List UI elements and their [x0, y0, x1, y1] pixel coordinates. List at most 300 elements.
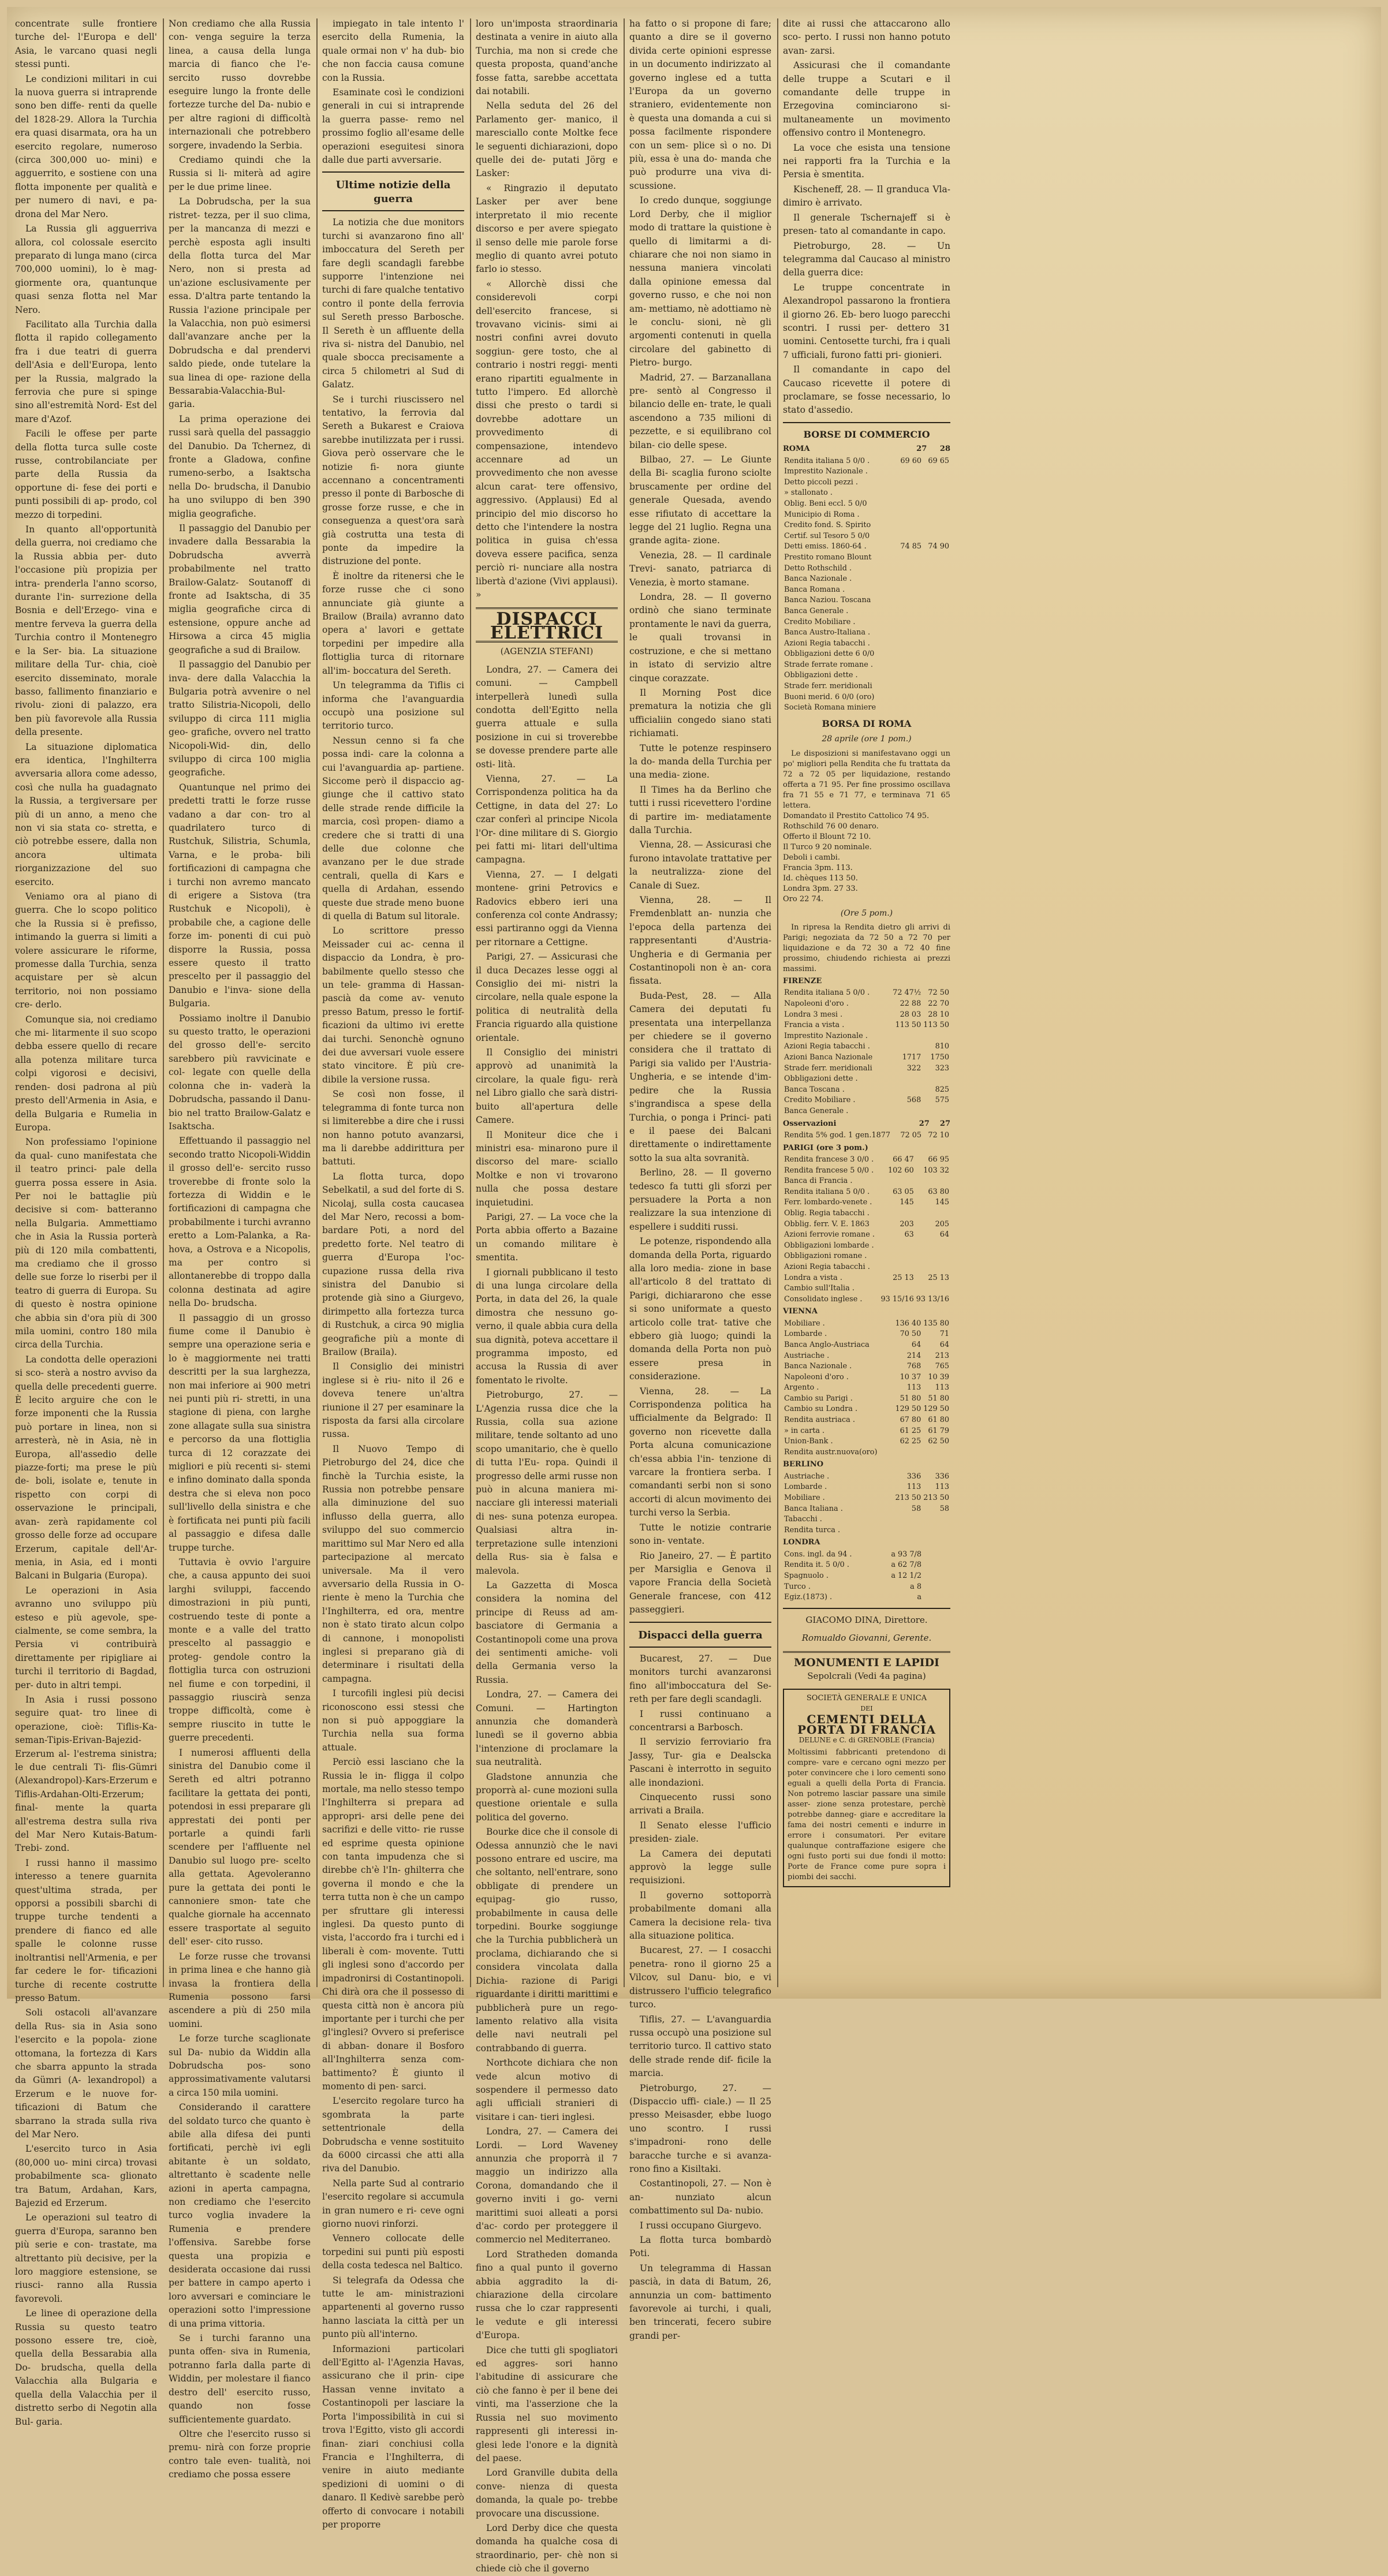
finance-label: Oblig. Regia tabacchi .: [784, 1208, 870, 1218]
article-paragraph: Non crediamo che alla Russia con- venga seguire la terza linea, a causa della lunga marcia di fianco che l'e- sercito russo dovrebbe eseguire lungo la fronte delle fortezze turche del Da- nubio e per altre ragioni di difficoltà internazionali che potrebbero sorgere, invadendo la Serbia.: [169, 18, 311, 151]
finance-value: [915, 1208, 950, 1219]
finance-row: [783, 606, 950, 617]
article-paragraph: Le operazioni sul teatro di guerra d'Europa, saranno ben più serie e con- trastate, ma altrettanto più decisive, per la loro maggiore estensione, se riusci- ranno alla Russia favorevoli.: [15, 2212, 157, 2304]
finance-value: 102 60: [887, 1166, 914, 1175]
column-rule: [624, 18, 625, 1987]
finance-label: Banca Generale .: [784, 1107, 849, 1115]
finance-value: 63 80: [928, 1187, 949, 1196]
finance-value: [922, 1447, 950, 1458]
war-dispatch-text: [629, 1652, 771, 2343]
article-paragraph: Io credo dunque, soggiunge Lord Derby, che il miglior modo di trattare la quistione è quello di limitarmi a di- chiarare che noi non siamo in nessuna maniera vincolati dalla opinione emessa dal governo russo, e che noi non am- mettiamo, nè adottiamo nè le conclu- sioni, nè gli argomenti contenuti in quella circolare del gabinetto di Pietro- burgo.: [629, 195, 771, 368]
war-news-text: [322, 216, 464, 2532]
article-paragraph: Veniamo ora al piano di guerra. Che lo scopo politico che la Russia si è prefisso, intimando la guerra si limiti a volere assicurare le riforme, promesse dalla Turchia, senza acquistare per sè alcun territorio, noi non possiamo cre- derlo.: [15, 891, 157, 1010]
finance-label: Banca Toscana .: [784, 1085, 845, 1094]
finance-label: Rendita austr.nuova(oro): [784, 1447, 878, 1457]
finance-value: [923, 692, 950, 703]
article-paragraph: Il Consiglio dei ministri inglese si è riu- nito il 26 e doveva tenere un'altra riunione il 27 per esaminare la risposta da farsi alla circolare russa.: [322, 1361, 464, 1440]
finance-label: Obbligazioni dette .: [784, 671, 858, 680]
finance-row: [783, 1550, 950, 1560]
article-paragraph: Londra, 27. — Camera dei Comuni. — Hartington annunzia che domanderà lunedì se il governo abbia l'intenzione di proclamare la sua neutralità.: [476, 1689, 618, 1768]
finance-label: Azioni Regia tabacchi .: [784, 1042, 870, 1051]
article-paragraph: Londra, 28. — Il governo ordinò che siano terminate prontamente le navi da guerra, le quali trovansi in costruzione, e che si mettano in istato di servizio altre cinque corazzate.: [629, 592, 771, 684]
finance-row: [783, 692, 950, 703]
dispatch-heading: DISPACCI ELETTRICI: [476, 607, 618, 643]
finance-value: [923, 1550, 950, 1560]
article-paragraph: Se i turchi riuscissero nel tentativo, la ferrovia dal Sereth a Bukarest e Craiova sarebbe inutilizzata per i russi. Giova però osservare che le notizie fi- nora giunte accennano a concentramenti presso il ponte di Barbosche di grosse forze russe, e che in conseguenza a quest'ora sarà già costrutta una testa di ponte da impedire la distruzione del ponte.: [322, 394, 464, 567]
finance-value: [923, 466, 950, 477]
finance-value: [923, 531, 950, 542]
article-paragraph: Nessun cenno si fa che possa indi- care la colonna a cui l'avanguardia ap- partiene. Siccome però il dispaccio ag- giunge che il cattivo stato delle strade rende difficile la marcia, così propen- diamo a credere che si tratti di una delle due colonne che avanzano per le due strade centrali, quella di Kars e quella di Ardahan, essendo queste due strade meno buone di quella di Batum sul litorale.: [322, 735, 464, 921]
finance-label: Consolidato inglese .: [784, 1294, 863, 1304]
finance-label: Rendita 5% god. 1 gen.1877: [784, 1131, 891, 1140]
finance-row: [783, 1095, 950, 1106]
article-paragraph: Crediamo quindi che la Russia si li- miterà ad agire per le due prime linee.: [169, 155, 311, 192]
article-paragraph: impiegato in tale intento l' esercito della Rumenia, la quale ormai non v' ha dub- bio che non faccia causa comune con la Russia.: [322, 18, 464, 83]
finance-row: [783, 1294, 950, 1305]
article-paragraph: I numerosi affluenti della sinistra del Danubio come il Sereth ed altri potranno facilitare la gettata dei ponti, potendosi in essi preparare gli apprestati dei ponti per portarle a quindi farli scendere per l'affluente nel Danubio sul luogo pre- scelto alla gettata. Agevoleranno pure la gettata dei ponti le cannoniere smon- tate che qualche giornale ha accennato essere trasportate al seguito dell' eser- cito russo.: [169, 1747, 311, 1947]
article-paragraph: Nella parte Sud al contrario l'esercito regolare si accumula in gran numero e ri- ceve ogni giorno nuovi rinforzi.: [322, 2178, 464, 2229]
finance-value: 336: [935, 1472, 949, 1481]
article-paragraph: Il passaggio del Danubio per invadere dalla Bessarabia la Dobrudscha avverrà probabilmente nel tratto Brailow-Galatz- Soutanoff di fronte ad Isaktscha, di 35 miglia geografiche circa di estensione, oppure anche ad Hirsowa a circa 45 miglia geografiche a sud di Brailow.: [169, 523, 311, 655]
finance-table-firenze: [783, 988, 950, 1117]
article-paragraph: Bucarest, 27. — I cosacchi penetra- rono il giorno 25 a Vilcov, sul Danu- bio, e vi distrussero l'ufficio telegrafico turco.: [629, 1945, 771, 2010]
dispatch-agency: (AGENZIA STEFANI): [500, 646, 594, 657]
finance-label: Strade ferr. meridionali: [784, 682, 872, 691]
finance-row: [783, 617, 950, 628]
finance-value: 28 03: [900, 1010, 921, 1019]
finance-value: 568: [906, 1096, 921, 1105]
finance-label: Banca Nazionale .: [784, 574, 852, 584]
article-paragraph: Madrid, 27. — Barzanallana pre- sentò al Congresso il bilancio delle en- trate, le quali ascendono a 735 milioni di pezzette, e si equilibrano col bilan- cio delle spese.: [629, 372, 771, 450]
finance-row: [783, 1504, 950, 1515]
finance-value: 72 10: [928, 1131, 949, 1140]
finance-row: [783, 1197, 950, 1208]
finance-table-parigi: [783, 1155, 950, 1305]
finance-label: Napoleoni d'oro .: [784, 1372, 849, 1382]
finance-row: [783, 531, 950, 542]
article-paragraph: Le operazioni in Asia avranno uno sviluppo più esteso e più agevole, spe- cialmente, se come sembra, la Persia vi contribuirà direttamente per ripigliare ai turchi il territorio di Bagdad, per- duto in altri tempi.: [15, 1585, 157, 1690]
finance-row: [783, 1472, 950, 1483]
finance-label: Azioni ferrovie romane .: [784, 1230, 875, 1240]
finance-row: [783, 1426, 950, 1437]
finance-label: Credito Mobiliare .: [784, 1096, 856, 1105]
gerente-signoff: Romualdo Giovanni, Gerente.: [801, 1633, 932, 1644]
finance-firenze-header: FIRENZE: [783, 977, 822, 986]
finance-value: 62 50: [928, 1437, 949, 1446]
finance-row: [783, 552, 950, 563]
finance-value: [923, 574, 950, 585]
finance-label: Austriache .: [784, 1351, 830, 1360]
finance-value: [923, 488, 950, 499]
finance-value: [895, 617, 923, 628]
article-paragraph: La condotta delle operazioni si sco- sterà a nostro avviso da quella delle precedenti guerre. È lecito arguire che con le forze imponenti che la Russia può portare in linea, non si arresterà, nè in Asia, nè in Europa, all'assedio delle piazze-forti; ma prese le più de- boli, isolate e, tenute in rispetto con corpi di osservazione le principali, avan- zerà rapidamente col grosso delle forze ad occupare Erzerum, capitale dell'Ar- menia, in Asia, ed i monti Balcani in Bulgaria (Europa).: [15, 1354, 157, 1581]
finance-value: 1750: [930, 1053, 949, 1062]
finance-value: [895, 552, 923, 563]
finance-value: a 93 7/8: [891, 1550, 921, 1559]
finance-value: 113: [906, 1483, 921, 1492]
finance-row: [783, 1482, 950, 1493]
article-paragraph: Se così non fosse, il telegramma di fonte turca non si limiterebbe a dire che i russi non hanno potuto avanzarsi, ma li darebbe addirittura per battuti.: [322, 1089, 464, 1167]
article-paragraph: Assicurasi che il comandante delle truppe a Scutari e il comandante delle truppe in Erzegovina cominciarono si- multaneamente un movimento offensivo contro il Montenegro.: [783, 60, 950, 139]
article-paragraph: Il Consiglio dei ministri approvò ad unanimità la circolare, la quale figu- rerà nel Libro giallo che sarà distri- buito all'apertura delle Camere.: [476, 1047, 618, 1126]
column-6-text: [783, 17, 950, 417]
finance-value: 575: [935, 1096, 949, 1105]
section-divider: [322, 210, 464, 211]
finance-label: Obbligazioni dette 6 0/0: [784, 649, 875, 659]
finance-value: [923, 670, 950, 681]
finance-value: 67 80: [900, 1416, 921, 1425]
column-rule: [777, 18, 778, 1987]
article-paragraph: Buda-Pest, 28. — Alla Camera dei deputati fu presentata una interpellanza per chiedere se il governo considera che il trattato di Parigi sia valido per l'Austria-Ungheria, e se intende d'im- pedire che la Russia s'ingrandisca a spese della Turchia, o ponga i Princi- pati e il paese dei Balcani direttamente o indirettamente sotto la sua alta sovranità.: [629, 990, 771, 1163]
finance-row: [783, 1010, 950, 1021]
finance-row: [783, 1020, 950, 1031]
finance-value: 10 37: [900, 1372, 921, 1382]
finance-label: Tabacchi .: [784, 1515, 822, 1524]
finance-value: 28 10: [928, 1010, 949, 1019]
finance-value: [922, 1031, 950, 1042]
finance-value: 145: [935, 1198, 949, 1207]
finance-value: 214: [906, 1351, 921, 1360]
borsa-line: Il Turco 9 20 nominale.: [783, 842, 872, 852]
finance-value: 129 50: [923, 1405, 949, 1414]
newspaper-page: [7, 7, 1381, 2574]
finance-roma-header: [783, 442, 950, 456]
finance-value: 25 13: [893, 1273, 914, 1282]
article-paragraph: loro un'imposta straordinaria destinata a venire in aiuto alla Turchia, ma non si crede che questa proposta, quand'anche fosse fatta, sarebbe accettata dai notabili.: [476, 18, 618, 97]
article-paragraph: Esaminate così le condizioni generali in cui si intraprende la guerra passe- remo nel prossimo foglio all'esame delle operazioni eseguitesi sinora dalle due parti avversarie.: [322, 87, 464, 166]
article-paragraph: Facilitato alla Turchia dalla flotta il rapido collegamento fra i due teatri di guerra dell'Asia e dell'Europa, lento per la Russia, malgrado la ferrovia che pure si spinge sino all'estremità Nord- Est del mare d'Azof.: [15, 319, 157, 424]
ad-title: MONUMENTI E LAPIDI: [783, 1651, 950, 1670]
finance-value: [895, 563, 923, 574]
finance-berlino-header: BERLINO: [783, 1460, 824, 1469]
finance-row: [783, 1447, 950, 1458]
article-paragraph: Il passaggio di un grosso fiume come il Danubio è sempre una operazione seria e lo è maggiormente nei tratti descritti per la sua larghezza, non mai inferiore ai 900 metri nei punti più ri- stretti, in una stagione di piena, con larghe zone allagate sulla sua sinistra e percorso da una flottiglia turca di 12 corazzate dei migliori e più recenti si- stemi e infino dominato dalla sponda destra che si eleva non poco sull'livello della sinistra e che è fortificata nei punti più facili al passaggio e difesa dalle truppe turche.: [169, 1312, 311, 1553]
article-paragraph: Il Senato elesse l'ufficio presiden- ziale.: [629, 1820, 771, 1845]
finance-row: [783, 999, 950, 1010]
finance-value: [923, 681, 950, 692]
column-1-text: [15, 17, 157, 2429]
finance-label: Banca Romana .: [784, 585, 845, 594]
finance-row: [783, 466, 950, 477]
borsa-line: Oro 22 74.: [783, 894, 824, 904]
finance-row: [783, 1251, 950, 1262]
column-3-text: [322, 17, 464, 167]
finance-label: Ferr. lombardo-venete .: [784, 1198, 872, 1207]
finance-value: [923, 595, 950, 606]
finance-label: Francia a vista .: [784, 1021, 845, 1030]
finance-label: Prestito romano Blount: [784, 552, 872, 562]
finance-row: [783, 1219, 950, 1230]
article-paragraph: Cinquecento russi sono arrivati a Braila.: [629, 1792, 771, 1816]
article-paragraph: Bilbao, 27. — Le Giunte della Bi- scaglia furono sciolte bruscamente per ordine del generale Quesada, avendo esse rifiutato di accettare la legge del 21 luglio. Regna una grande agita- zione.: [629, 454, 771, 546]
finance-value: 10 39: [928, 1372, 949, 1382]
article-paragraph: Londra, 27. — Camera dei Lordi. — Lord Waveney annunzia che proporrà il 7 maggio un indirizzo alla Corona, domandando che il governo inviti i go- verni marittimi suoi alleati a porsi d'ac- cordo per proteggere il commercio nel Mediterraneo.: [476, 2126, 618, 2245]
finance-label: Banca Nazionale .: [784, 1362, 852, 1371]
finance-label: Cambio su Parigi .: [784, 1394, 853, 1403]
article-paragraph: Il Moniteur dice che i ministri esa- minarono pure il discorso del mare- sciallo Moltke e non vi trovarono nulla che possa destare inquietudini.: [476, 1129, 618, 1208]
finance-label: Cambio sull'Italia .: [784, 1284, 855, 1293]
finance-label: Cambio su Londra .: [784, 1405, 858, 1414]
finance-table-osserv: [783, 1130, 950, 1141]
section-divider: [629, 1647, 771, 1648]
finance-value: 25 13: [928, 1273, 949, 1282]
finance-label: Imprestito Nazionale .: [784, 467, 868, 476]
article-paragraph: Venezia, 28. — Il cardinale Trevi- sanato, patriarca di Venezia, è morto stamane.: [629, 550, 771, 588]
finance-value: 74 85: [900, 542, 921, 551]
finance-value: [923, 660, 950, 671]
finance-row: [783, 1166, 950, 1177]
finance-value: [915, 1176, 950, 1187]
article-paragraph: « Ringrazio il deputato Lasker per aver bene interpretato il mio recente discorso e per avere spiegato il senso delle mie parole forse meglio di quanto avrei potuto farlo io stesso.: [476, 182, 618, 275]
article-paragraph: Il comandante in capo del Caucaso ricevette il potere di proclamare, se fosse necessario, lo stato d'assedio.: [783, 364, 950, 416]
finance-value: [922, 1525, 950, 1536]
finance-value: [923, 639, 950, 649]
finance-value: a 8: [910, 1582, 921, 1591]
finance-label: Londra a vista .: [784, 1273, 842, 1282]
finance-value: 66 95: [928, 1155, 949, 1164]
finance-value: 129 50: [895, 1405, 921, 1414]
finance-row: [783, 1560, 950, 1571]
finance-row: [783, 1176, 950, 1187]
finance-value: 213: [935, 1351, 949, 1360]
article-paragraph: Se i turchi faranno una punta offen- siva in Rumenia, potranno farla dalla parte di Widdin, per molestare il fianco destro dell' esercito russo, quando non fosse sufficientemente guardato.: [169, 2333, 311, 2425]
section-divider: [322, 171, 464, 173]
finance-label: Union-Bank .: [784, 1437, 833, 1446]
finance-value: a 12 1/2: [891, 1571, 921, 1580]
finance-roma-label: ROMA: [783, 445, 810, 454]
column-4-text: [476, 17, 618, 602]
ad-text: Moltissimi fabbricanti pretendono di compre- vare e cercano ogni mezzo per poter convincere che i loro cementi sono eguali a quelli della Porta di Francia. Non potremo lasciar passare una simile asser- zione senza protestare, perchè potrebbe danneg- giare e accreditare la fama dei nostri cementi e indurre in errore i consumatori. Per evitare qualunque contraffazione esigere che ogni fusto porti sui due fondi il motto: Porte de France come pure sopra i piombi dei sacchi.: [788, 1748, 946, 1882]
finance-row: [783, 1155, 950, 1166]
finance-value: [880, 1283, 915, 1294]
finance-value: 136 40: [895, 1319, 921, 1328]
borsa-text: [783, 749, 950, 905]
finance-value: 93 13/16: [916, 1294, 949, 1304]
finance-value: [915, 1262, 950, 1273]
article-paragraph: Rio Janeiro, 27. — È partito per Marsiglia e Genova il vapore Francia della Società Generale francese, con 412 passeggieri.: [629, 1550, 771, 1615]
article-paragraph: I russi continuano a concentrarsi a Barbosch.: [629, 1708, 771, 1733]
finance-value: [923, 510, 950, 521]
ad-cement-sub: DELUNE e C. di GRENOBLE (Francia): [799, 1736, 935, 1745]
finance-label: Rendita austriaca .: [784, 1416, 855, 1425]
finance-value: [895, 574, 923, 585]
column-rule: [316, 18, 318, 1987]
finance-value: 103 32: [923, 1166, 949, 1175]
finance-label: Strade ferr. meridionali: [784, 1063, 872, 1073]
finance-row: [783, 1340, 950, 1351]
finance-value: 69 65: [928, 456, 949, 465]
finance-row: [783, 1273, 950, 1284]
article-paragraph: Bourke dice che il console di Odessa annunziò che le navi possono entrare ed uscire, ma che soltanto, nell'entrare, sono obbligate di prendere un equipag- gio russo, probabilmente in causa delle torpedini. Bourke soggiunge che la Turchia pubblicherà un proclama, dichiarando che si considera vincolata dalla Dichia- razione di Parigi riguardante i diritti marittimi e pubblicherà pure un rego- lamento relativo alla visita delle navi neutrali pel contrabbando di guerra.: [476, 1827, 618, 2054]
finance-row: [783, 1230, 950, 1241]
finance-value: 113 50: [923, 1021, 949, 1030]
finance-value: [895, 703, 923, 714]
finance-row: [783, 477, 950, 488]
finance-value: [894, 1514, 922, 1525]
article-paragraph: La flotta turca bombardò Poti.: [629, 2235, 771, 2259]
borsa-note: In ripresa la Rendita dietro gli arrivi di Parigi; negoziata da 72 50 a 72 70 per liquidazione e da 72 30 a 72 40 fine prossimo, chiudendo richiesta ai prezzi massimi.: [783, 923, 950, 974]
finance-value: [923, 585, 950, 596]
finance-table-vienna: [783, 1319, 950, 1458]
article-paragraph: concentrate sulle frontiere turche del- l'Europa e dell' Asia, le varcano quasi negli stessi punti.: [15, 18, 157, 70]
finance-label: Obbligazioni dette .: [784, 1074, 858, 1084]
finance-londra-header: LONDRA: [783, 1538, 820, 1547]
article-paragraph: Le truppe concentrate in Alexandropol passarono la frontiera il giorno 26. Eb- bero luogo parecchi scontri. I russi per- dettero 31 uomini. Centosette turchi, fra i quali 7 ufficiali, furono fatti pri- gionieri.: [783, 282, 950, 360]
finance-row: [783, 670, 950, 681]
finance-label: Napoleoni d'oro .: [784, 999, 849, 1009]
article-paragraph: Vienna, 28. — La Corrispondenza politica ha ufficialmente da Belgrado: Il governo non ricevette dalla Porta alcuna comunicazione ch'essa abbia l'in- tenzione di varcare la frontiera serba. I comandanti serbi non si sono accorti di alcun movimento dei turchi verso la Serbia.: [629, 1386, 771, 1518]
finance-value: 22 88: [900, 999, 921, 1009]
finance-value: [895, 606, 923, 617]
article-paragraph: Le condizioni militari in cui la nuova guerra si intraprende sono ben diffe- renti da quelle del 1828-29. Allora la Turchia era quasi disarmata, ora ha un esercito regolare, numeroso (circa 300,000 uo- mini) e agguerrito, e sostiene con una flotta imponente per qualità e per numero di navi, e pa- drona del Mar Nero.: [15, 73, 157, 219]
article-paragraph: I russi hanno il massimo interesso a tenere guarnita quest'ultima strada, per opporsi a possibili sbarchi di truppe turche tendenti a prendere di fianco ed alle spalle le colonne russe inoltrantisi nell'Armenia, e per far cedere le for- tificazioni turche di recente costrutte presso Batum.: [15, 1857, 157, 2003]
finance-value: 765: [935, 1362, 949, 1371]
finance-label: Argento .: [784, 1383, 819, 1392]
finance-value: 203: [900, 1219, 914, 1229]
article-paragraph: Tutte le potenze respinsero la do- manda della Turchia per una media- zione.: [629, 742, 771, 781]
article-paragraph: Comunque sia, noi crediamo che mi- litarmente il suo scopo debba essere quello di recare alla potenza militare turca colpi vigorosi e decisivi, renden- dosi padrona al più presto dell'Armenia in Asia, e della Bulgaria e Rumelia in Europa.: [15, 1014, 157, 1133]
finance-label: Credito fond. S. Spirito: [784, 521, 871, 530]
column-3: [322, 17, 464, 2530]
article-paragraph: Effettuando il passaggio nel secondo tratto Nicopoli-Widdin il grosso dell'e- sercito russo troverebbe di fronte solo la fortezza di Widdin e le fortificazioni di campagna che probabilmente i turchi avranno eretto a Lom-Palanka, a Ra- hova, a Ostrova e a Nicopolis, ma per contro si allontanerebbe di troppo dalla colonna destinata ad agire nella Do- brudscha.: [169, 1136, 311, 1309]
finance-value: 336: [906, 1472, 921, 1481]
article-paragraph: Informazioni particolari dell'Egitto al- l'Agenzia Havas, assicurano che il prin- cipe Hassan venne invitato a Costantinopoli per lasciare la Porta l'impossibilità in cui si trova l'Egitto, visto gli accordi finan- ziari conchiusi colla Francia e l'Inghilterra, di venire in aiuto mediante spedizioni di uomini o di danaro. Il Kedivè sarebbe però offerto di convocare i notabili per proporre: [322, 2343, 464, 2530]
finance-label: Rendita italiana 5 0/0 .: [784, 988, 870, 998]
finance-value: 64: [939, 1230, 949, 1240]
borsa-title: BORSA DI ROMA: [822, 718, 912, 729]
article-paragraph: I turcofili inglesi più decisi riconoscono essi stessi che non si può appoggiare la Turchia nella sua forma attuale.: [322, 1688, 464, 1753]
finance-value: 69 60: [900, 456, 921, 465]
finance-value: [922, 1514, 950, 1525]
finance-value: [880, 1176, 915, 1187]
finance-label: Credito Mobiliare .: [784, 617, 856, 626]
column-2: [169, 17, 311, 2480]
finance-label: Spagnuolo .: [784, 1571, 829, 1580]
finance-label: Rendita italiana 5 0/0 .: [784, 456, 870, 465]
finance-value: 322: [906, 1063, 921, 1073]
finance-label: Obbligazioni romane .: [784, 1252, 867, 1261]
finance-row: [783, 1592, 950, 1603]
borsa-line: Deboli i cambi.: [783, 853, 840, 862]
article-paragraph: Perciò essi lasciano che la Russia le in- fligga il colpo mortale, ma nello stesso tempo l'Inghilterra si prepara ad appropri- arsi delle pene dei sacrifizi e delle vitto- rie russe ed esprime questa opinione con tanta impudenza che si direbbe ch'è l'In- ghilterra che governa il mondo e che la terra tutta non è che un campo per sfruttare gli interessi inglesi. Da questo punto di vista, l'accordo fra i turchi ed i liberali è com- movente. Tutti gli inglesi sono d'accordo per impadronirsi di Costantinopoli. Chi dirà ora che il possesso di questa città non è ancora più importante per i turchi che per gl'inglesi? Ovvero si preferisce di abban- donare il Bosforo all'Inghilterra senza com- battimento? È giunto il momento di pen- sarci.: [322, 1757, 464, 2092]
finance-value: [894, 1525, 922, 1536]
article-paragraph: ha fatto o si propone di fare; quanto a dire se il governo divida certe opinioni espresse in un documento indirizzato al governo inglese ed a tutta l'Europa da un governo straniero, evidentemente non è questa una domanda a cui si possa facilmente rispondere con un sem- plice sì o no. Di più, essa è una do- manda che può produrre una viva di- scussione.: [629, 18, 771, 191]
finance-value: 61 80: [928, 1416, 949, 1425]
column-5: [629, 17, 771, 2341]
finance-value: 51 80: [900, 1394, 921, 1403]
finance-value: [895, 488, 923, 499]
finance-label: Detto piccoli pezzi .: [784, 477, 858, 487]
finance-label: Società Romana miniere: [784, 703, 876, 712]
finance-row: [783, 574, 950, 585]
article-paragraph: Lord Stratheden domanda fino a qual punto il governo abbia aggradito la di- chiarazione della circolare russa che lo czar rappresenti le vedute e gli interessi d'Europa.: [476, 2249, 618, 2341]
finance-value: [891, 1041, 922, 1052]
finance-row: [783, 1525, 950, 1536]
finance-value: 768: [906, 1362, 921, 1371]
finance-value: [895, 649, 923, 660]
article-paragraph: In Asia i russi possono seguire quat- tro linee di operazione, cioè: Tiflis-Ka- seman-Tipis-Erivan-Bajezid-Erzerum al- l'estrema sinistra; le due centrali Ti- flis-Gümri (Alexandropol)-Kars-Erzerum e Tiflis-Ardahan-Olti-Erzerum; final- mente la quarta all'estrema destra sulla riva del Mar Nero Kutais-Batum-Trebi- zond.: [15, 1694, 157, 1854]
finance-value: [895, 670, 923, 681]
article-paragraph: L'esercito regolare turco ha sgombrata la parte settentrionale della Dobrudscha e venne sostituito da 6000 circassi che atti alla riva del Danubio.: [322, 2096, 464, 2174]
director-signoff: GIACOMO DINA, Direttore.: [805, 1614, 928, 1625]
finance-value: [880, 1251, 915, 1262]
finance-value: [891, 1031, 922, 1042]
finance-value: [895, 510, 923, 521]
finance-label: Lombarde .: [784, 1483, 827, 1492]
finance-row: [783, 1283, 950, 1294]
finance-row: [783, 1187, 950, 1198]
finance-row: [783, 1514, 950, 1525]
finance-label: Oblig. Beni eccl. 5 0/0: [784, 499, 867, 508]
finance-row: [783, 1582, 950, 1593]
column-2-text: [169, 17, 311, 2482]
finance-row: [783, 542, 950, 552]
finance-value: 63: [904, 1230, 914, 1240]
finance-value: [895, 585, 923, 596]
article-paragraph: La Russia gli agguerriva allora, col colossale esercito preparato di lunga mano (circa 700,000 uomini), lo è mag- giormente ora, quantunque quasi senza flotta nel Mar Nero.: [15, 223, 157, 315]
article-paragraph: Vennero collocate delle torpedini sui punti più esposti della costa tedesca nel Baltico.: [322, 2233, 464, 2271]
finance-label: Imprestito Nazionale .: [784, 1031, 868, 1040]
finance-label: Lombarde .: [784, 1330, 827, 1339]
article-paragraph: La situazione diplomatica era identica, l'Inghilterra avversaria allora come adesso, così che nulla ha guadagnato la Russia, a tergiversare per più di un anno, a meno che non vi sia stata co- stretta, e ciò potrebbe essere, dalla non ancora ultimata riorganizzazione del suo esercito.: [15, 741, 157, 887]
finance-label: Cons. ingl. da 94 .: [784, 1550, 852, 1559]
finance-label: Egiz.(1873) .: [784, 1593, 833, 1602]
finance-row: [783, 456, 950, 467]
finance-row: [783, 681, 950, 692]
finance-row: [783, 1404, 950, 1415]
finance-row: [783, 1571, 950, 1582]
article-paragraph: L'esercito turco in Asia (80,000 uo- mini circa) trovasi probabilmente sca- glionato tra Batum, Ardahan, Kars, Bajezid ed Erzerum.: [15, 2144, 157, 2208]
article-paragraph: Lord Derby dice che questa domanda ha qualche cosa di straordinario, per- chè non si chiede ciò che il governo: [476, 2522, 618, 2574]
article-paragraph: Tuttavia è ovvio l'arguire che, a causa appunto dei suoi larghi sviluppi, faccendo dimostrazioni in più punti, costruendo teste di ponte a monte e a valle del tratto prescelto al passaggio e proteg- gendole contro la flottiglia turca con ostruzioni nel fiume e con torpedini, il passaggio riuscirà senza troppe difficoltà, come è sempre riuscito in tutte le guerre precedenti.: [169, 1556, 311, 1744]
section-divider: [783, 1608, 950, 1609]
finance-value: 70 50: [900, 1330, 921, 1339]
finance-value: 51 80: [928, 1394, 949, 1403]
finance-value: [891, 1106, 922, 1117]
dispatch-text: [476, 663, 618, 2576]
article-paragraph: Un telegramma di Hassan pascià, in data di Batum, 26, annunzia un com- battimento favorevole ai turchi, i quali, ben trincerati, fecero subire grandi per-: [629, 2263, 771, 2341]
finance-row: [783, 1493, 950, 1504]
borsa-note-title: (Ore 5 pom.): [840, 908, 893, 918]
borsa-line: Le disposizioni si manifestavano oggi un po' migliori pella Rendita che fu trattata da 72 a 72 05 per liquidazione, restando offerta a 71 95. Per fine prossimo oscillava fra 71 55 e 71 77, e terminava 71 65 lettera.: [783, 749, 950, 810]
article-paragraph: Tiflis, 27. — L'avanguardia russa occupò una posizione sul territorio turco. Il cattivo stato delle strade rende dif- ficile la marcia.: [629, 2014, 771, 2079]
finance-col-dates: 27 28: [916, 445, 950, 454]
finance-value: [915, 1283, 950, 1294]
finance-row: [783, 703, 950, 714]
finance-value: 113 50: [895, 1021, 921, 1030]
finance-value: 72 05: [900, 1131, 921, 1140]
article-paragraph: Vienna, 28. — Il Fremdenblatt an- nunzia che l'epoca della partenza dei rappresentanti d'Austria-Ungheria e di Germania per Costantinopoli non è an- cora fissata.: [629, 895, 771, 987]
finance-row: [783, 595, 950, 606]
war-news-heading: Ultime notizie della guerra: [335, 179, 451, 205]
finance-row: [783, 628, 950, 639]
finance-row: [783, 1074, 950, 1085]
article-paragraph: dite ai russi che attaccarono allo sco- perto. I russi non hanno potuto avan- zarsi.: [783, 18, 950, 56]
finance-value: [895, 477, 923, 488]
article-paragraph: I giornali pubblicano il testo di una lunga circolare della Porta, in data del 26, la quale dimostra che nessuno go- verno, il quale abbia cura della sua dignità, poteva accettare il programma imposto, ed accusa la Russia di aver fomentato le rivolte.: [476, 1267, 618, 1386]
article-paragraph: Gladstone annunzia che proporrà al- cune mozioni sulla questione orientale e sulla politica del governo.: [476, 1771, 618, 1823]
finance-row: [783, 1052, 950, 1063]
finance-value: [923, 1560, 950, 1571]
finance-table-berlino: [783, 1472, 950, 1536]
article-paragraph: Kischeneff, 28. — Il granduca Vla- dimiro è arrivato.: [783, 184, 950, 208]
finance-value: [923, 552, 950, 563]
article-paragraph: Tutte le notizie contrarie sono in- ventate.: [629, 1522, 771, 1547]
finance-value: 61 79: [928, 1426, 949, 1435]
finance-label: Detti emiss. 1860-64 .: [784, 542, 867, 551]
finance-label: » in carta .: [784, 1426, 825, 1435]
finance-value: [923, 649, 950, 660]
